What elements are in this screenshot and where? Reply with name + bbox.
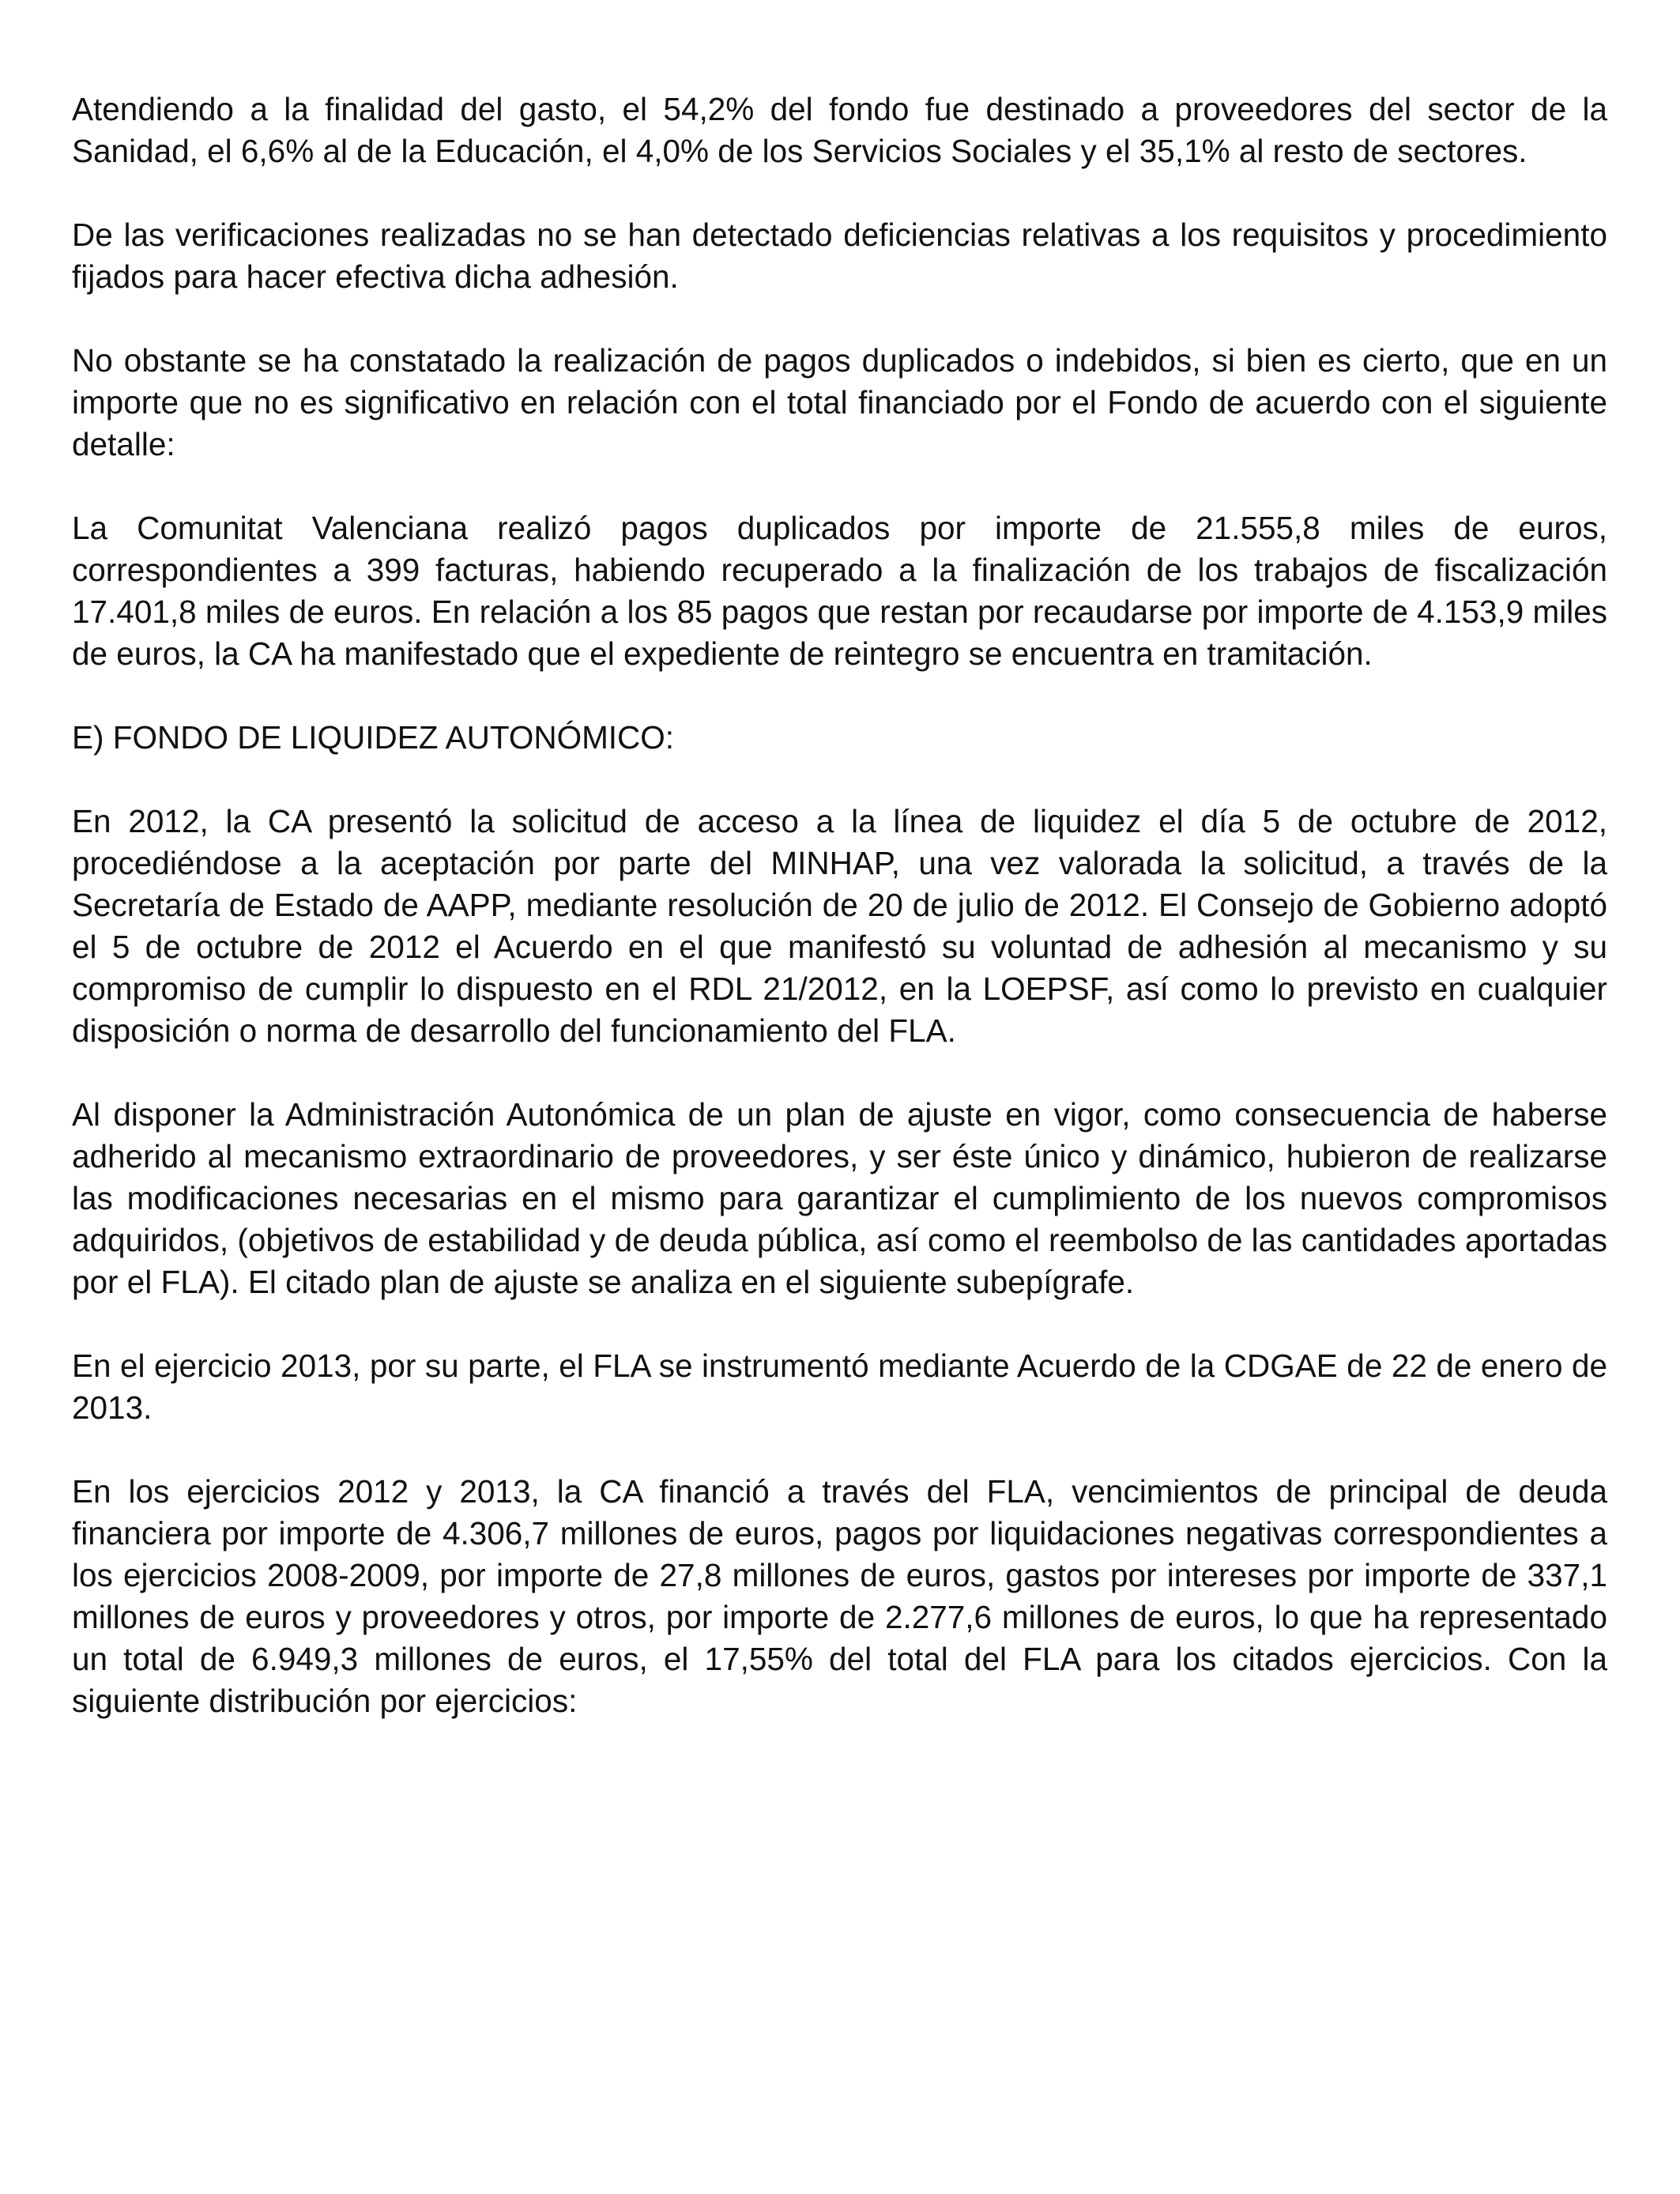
paragraph-plan-ajuste: Al disponer la Administración Autonómica de un plan de ajuste en vigor, como consecuencia de haberse adherido al mecanismo extraordinario de proveedores, y ser éste único y dinámico, hubieron de realizarse las modificaciones necesarias en el mismo para garantizar el cumplimiento de los nuevos compromisos adquiridos, (objetivos de estabilidad y de deuda pública, así como el reembolso de las cantidades aportadas por el FLA). El citado plan de ajuste se analiza en el siguiente subepígrafe. [72, 1096, 1607, 1300]
section-heading-fla: E) FONDO DE LIQUIDEZ AUTONÓMICO: [72, 719, 675, 756]
paragraph-financiacion-fla: En los ejercicios 2012 y 2013, la CA financió a través del FLA, vencimientos de principal de deuda financiera por importe de 4.306,7 millones de euros, pagos por liquidaciones negativas correspondientes a los ejercicios 2008-2009, por importe de 27,8 millones de euros, gastos por intereses por importe de 337,1 millones de euros y proveedores y otros, por importe de 2.277,6 millones de euros, lo que ha representado un total de 6.949,3 millones de euros, el 17,55% del total del FLA para los citados ejercicios. Con la siguiente distribución por ejercicios: [72, 1473, 1607, 1719]
paragraph-verificaciones: De las verificaciones realizadas no se han detectado deficiencias relativas a los requisitos y procedimiento fijados para hacer efectiva dicha adhesión. [72, 217, 1607, 295]
paragraph-comunitat-valenciana: La Comunitat Valenciana realizó pagos duplicados por importe de 21.555,8 miles de euros, correspondientes a 399 facturas, habiendo recuperado a la finalización de los trabajos de fiscalización 17.401,8 miles de euros. En relación a los 85 pagos que restan por recaudarse por importe de 4.153,9 miles de euros, la CA ha manifestado que el expediente de reintegro se encuentra en tramitación. [72, 510, 1607, 672]
document-page [72, 89, 1607, 1764]
paragraph-solicitud-2012: En 2012, la CA presentó la solicitud de acceso a la línea de liquidez el día 5 de octubre de 2012, procediéndose a la aceptación por parte del MINHAP, una vez valorada la solicitud, a través de la Secretaría de Estado de AAPP, mediante resolución de 20 de julio de 2012. El Consejo de Gobierno adoptó el 5 de octubre de 2012 el Acuerdo en el que manifestó su voluntad de adhesión al mecanismo y su compromiso de cumplir lo dispuesto en el RDL 21/2012, en la LOEPSF, así como lo previsto en cualquier disposición o norma de desarrollo del funcionamiento del FLA. [72, 803, 1607, 1049]
paragraph-ejercicio-2013: En el ejercicio 2013, por su parte, el FLA se instrumentó mediante Acuerdo de la CDGAE de 22 de enero de 2013. [72, 1348, 1607, 1426]
paragraph-pagos-duplicados: No obstante se ha constatado la realización de pagos duplicados o indebidos, si bien es cierto, que en un importe que no es significativo en relación con el total financiado por el Fondo de acuerdo con el siguiente detalle: [72, 342, 1607, 462]
paragraph-finalidad-gasto: Atendiendo a la finalidad del gasto, el 54,2% del fondo fue destinado a proveedores del sector de la Sanidad, el 6,6% al de la Educación, el 4,0% de los Servicios Sociales y el 35,1% al resto de sectores. [72, 91, 1607, 169]
